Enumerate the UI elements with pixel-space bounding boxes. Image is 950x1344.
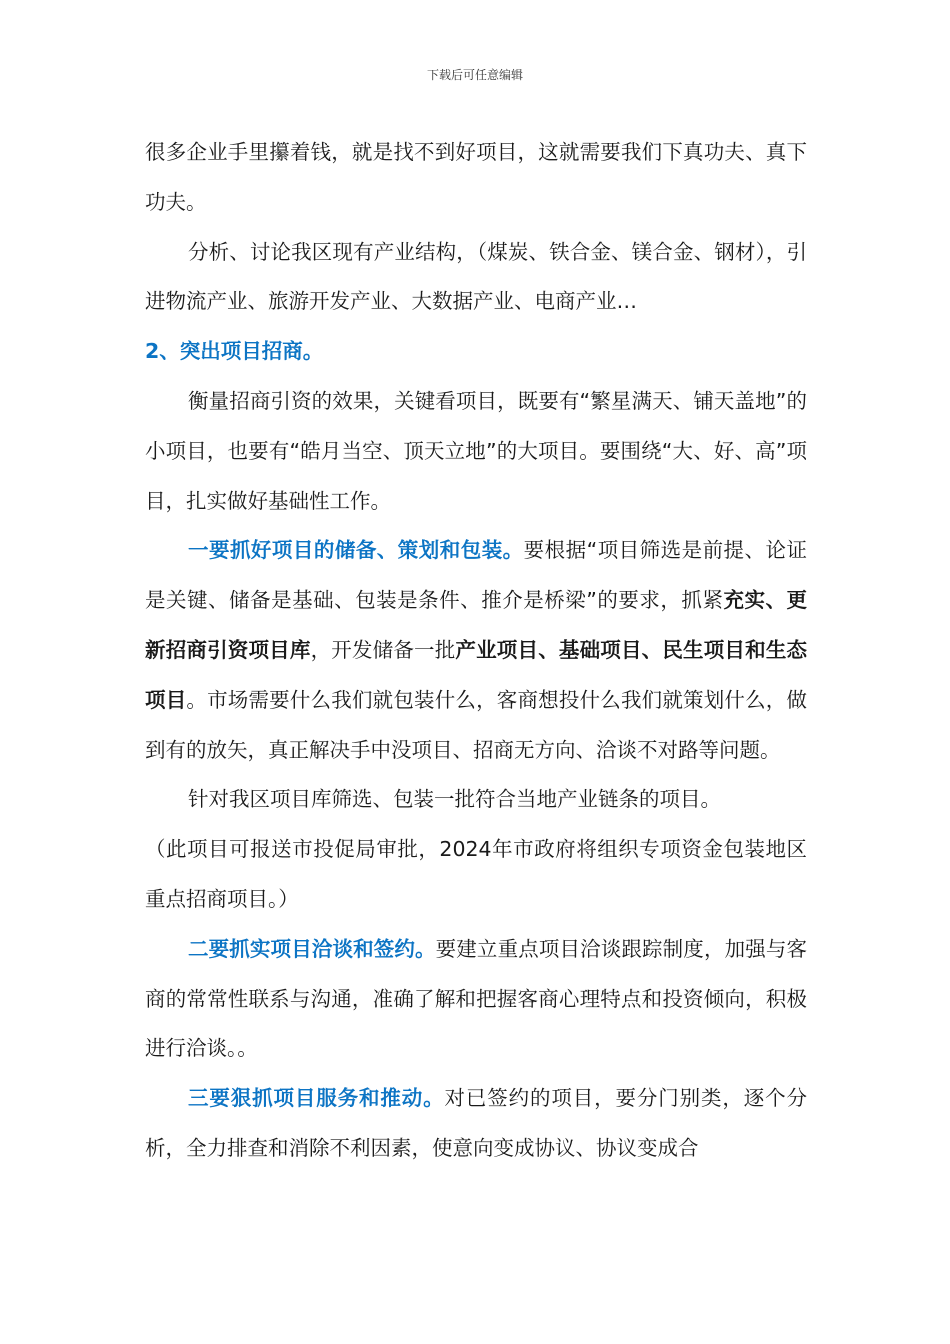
document-body — [145, 128, 807, 1174]
paragraph-negotiation — [145, 925, 807, 1074]
paragraph-project-reserve — [145, 526, 807, 775]
paragraph-approval-note: （此项目可报送市投促局审批，2024年市政府将组织专项资金包装地区重点招商项目。） — [145, 837, 807, 911]
paragraph-service — [145, 1074, 807, 1174]
point-1-text-c: 。市场需要什么我们就包装什么，客商想投什么我们就策划什么，做到有的放矢，真正解决手中没项目、招商无方向、洽谈不对路等问题。 — [145, 687, 808, 762]
paragraph-project-evaluation: 衡量招商引资的效果，关键看项目，既要有“繁星满天、铺天盖地”的小项目，也要有“皓月当空、顶天立地”的大项目。要围绕“大、好、高”项目，扎实做好基础性工作。 — [145, 388, 807, 513]
point-1-bold-b: 产业项目、基础项目、民生项目和生态项目 — [145, 637, 808, 712]
section-heading-2: 2、突出项目招商。 — [145, 339, 324, 364]
point-3-text: 对已签约的项目，要分门别类，逐个分析，全力排查和消除不利因素，使意向变成协议、协议变成合 — [145, 1086, 807, 1160]
paragraph-1: 很多企业手里攥着钱，就是找不到好项目，这就需要我们下真功夫、真下功夫。 — [145, 140, 807, 214]
point-1-heading: 一要抓好项目的储备、策划和包装。 — [188, 538, 524, 563]
point-1-bold-a: 充实、更新招商引资项目库 — [145, 588, 808, 662]
point-1-text-b: ，开发储备一批 — [310, 637, 456, 662]
point-1-text-a: 要根据“项目筛选是前提、论证是关键、储备是基础、包装是条件、推介是桥梁”的要求，抓紧 — [145, 538, 807, 613]
paragraph-project-screening: 针对我区项目库筛选、包装一批符合当地产业链条的项目。 — [188, 787, 721, 812]
point-2-text: 要建立重点项目洽谈跟踪制度，加强与客商的常常性联系与沟通，准确了解和把握客商心理特点和投资倾向，积极进行洽谈。。 — [145, 936, 808, 1061]
point-2-heading: 二要抓实项目洽谈和签约。 — [188, 936, 436, 961]
paragraph-industry-analysis: 分析、讨论我区现有产业结构，（煤炭、铁合金、镁合金、钢材），引进物流产业、旅游开发产业、大数据产业、电商产业… — [145, 239, 807, 314]
point-3-heading: 三要狠抓项目服务和推动。 — [188, 1086, 445, 1111]
page-header: 下载后可任意编辑 — [426, 68, 523, 82]
